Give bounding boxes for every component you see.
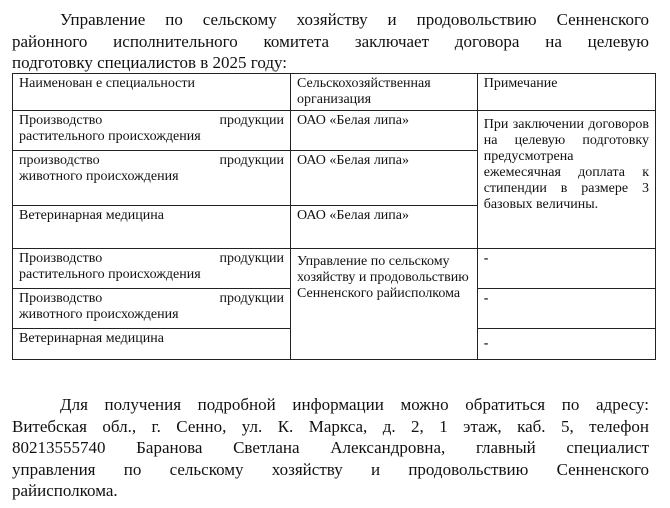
- table-header-row: [13, 74, 656, 111]
- specialty-cell: Ветеринарная медицина: [13, 206, 291, 249]
- specialty-line-2: растительного происхождения: [19, 129, 201, 144]
- note-cell: -: [477, 249, 655, 289]
- specialties-table: [12, 73, 656, 360]
- specialty-line-1: производство продукции: [19, 153, 284, 168]
- specialty-line-1: Производство продукции: [19, 113, 284, 128]
- contact-line-2: Витебская обл., г. Сенно, ул. К. Маркса, д. 2, 1 этаж, каб. 5, телефон: [12, 416, 649, 436]
- contact-line-3: 80213555740 Баранова Светлана Александровна, главный специалист: [12, 438, 649, 457]
- header-note: Примечание: [477, 74, 655, 111]
- intro-line-2: районного исполнительного комитета заключает договора на целевую: [12, 31, 649, 51]
- specialty-line-2: животного происхождения: [19, 307, 179, 322]
- specialty-line-2: растительного происхождения: [19, 267, 201, 282]
- table-row: [13, 249, 656, 289]
- specialty-cell: [13, 249, 291, 289]
- header-organization: Сельскохозяйственная организация: [290, 74, 477, 111]
- organization-cell: ОАО «Белая липа»: [290, 151, 477, 206]
- intro-line-1: Управление по сельскому хозяйству и продовольствию Сенненского: [60, 10, 649, 29]
- specialty-line-1: Производство продукции: [19, 251, 284, 266]
- intro-paragraph: [12, 9, 649, 74]
- note-merged-cell: При заключении договоров на целевую подготовку предусмотрена ежемесячная доплата к стипендии в размере 3 базовых величины.: [477, 111, 655, 249]
- organization-cell: ОАО «Белая липа»: [290, 111, 477, 151]
- specialty-cell: [13, 289, 291, 329]
- contact-line-5: райисполкома.: [12, 481, 118, 500]
- organization-merged-cell: Управление по сельскому хозяйству и продовольствию Сенненского райисполкома: [290, 249, 477, 360]
- header-specialty: Наименован е специальности: [13, 74, 291, 111]
- contact-line-4: управления по сельскому хозяйству и продовольствию Сенненского: [12, 459, 649, 479]
- contact-paragraph: [12, 394, 649, 502]
- note-cell: -: [477, 289, 655, 329]
- note-cell: -: [477, 329, 655, 360]
- specialty-cell: Ветеринарная медицина: [13, 329, 291, 360]
- intro-line-3: подготовку специалистов в 2025 году:: [12, 53, 288, 72]
- specialty-cell: [13, 151, 291, 206]
- table-row: [13, 111, 656, 151]
- specialty-line-2: животного происхождения: [19, 169, 179, 184]
- contact-line-1: Для получения подробной информации можно обратиться по адресу:: [60, 395, 649, 414]
- specialty-line-1: Производство продукции: [19, 291, 284, 306]
- specialty-cell: [13, 111, 291, 151]
- organization-cell: ОАО «Белая липа»: [290, 206, 477, 249]
